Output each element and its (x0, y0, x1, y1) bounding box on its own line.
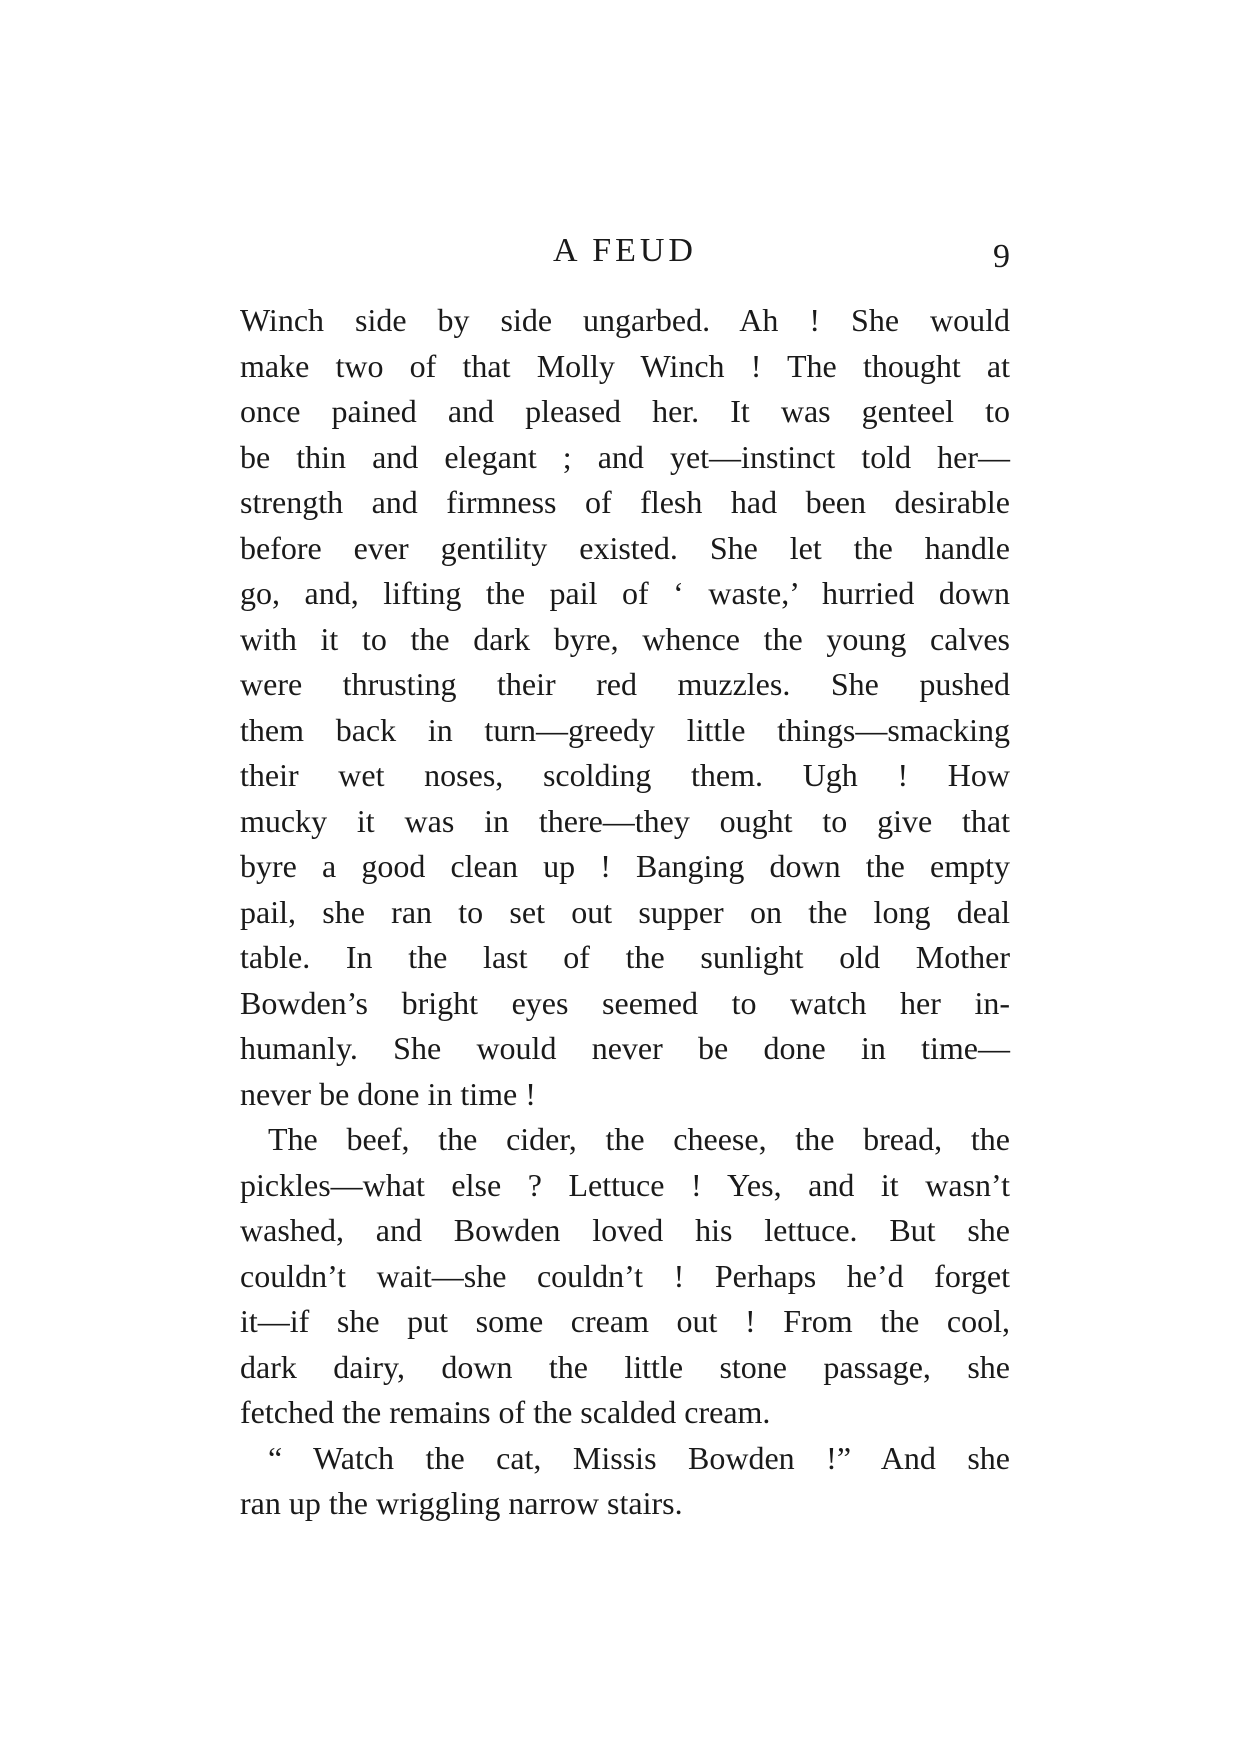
running-title: A FEUD (553, 232, 697, 269)
text-line: pail, she ran to set out supper on the long deal (240, 893, 1010, 930)
text-line: go, and, lifting the pail of ‘ waste,’ hurried down (240, 575, 1010, 611)
page-number: 9 (993, 238, 1010, 275)
body-text (240, 298, 1010, 1527)
text-line: table. In the last of the sunlight old Mother (240, 939, 1010, 975)
text-line: before ever gentility existed. She let the handle (240, 529, 1010, 566)
text-line: it—if she put some cream out ! From the cool, (240, 1303, 1010, 1339)
text-line: never be done in time ! (240, 1075, 536, 1112)
text-line: once pained and pleased her. It was genteel to (240, 393, 1010, 429)
text-line: byre a good clean up ! Banging down the empty (240, 848, 1010, 884)
text-line: ran up the wriggling narrow stairs. (240, 1485, 683, 1521)
text-line: with it to the dark byre, whence the young calves (240, 620, 1010, 657)
text-line: humanly. She would never be done in time— (240, 1030, 1010, 1066)
text-line: dark dairy, down the little stone passage, she (240, 1348, 1010, 1385)
paragraph-1 (240, 298, 1010, 1117)
paragraph-3 (240, 1436, 1010, 1527)
text-line: were thrusting their red muzzles. She pushed (240, 666, 1010, 702)
text-line: washed, and Bowden loved his lettuce. But she (240, 1212, 1010, 1248)
text-line: strength and firmness of flesh had been desirable (240, 484, 1010, 520)
text-line: fetched the remains of the scalded cream. (240, 1394, 771, 1430)
text-line: their wet noses, scolding them. Ugh ! How (240, 757, 1010, 793)
text-line: The beef, the cider, the cheese, the bread, the (268, 1121, 1010, 1157)
running-head (240, 232, 1010, 282)
text-line: mucky it was in there—they ought to give that (240, 802, 1010, 839)
text-line: pickles—what else ? Lettuce ! Yes, and it wasn’t (240, 1166, 1010, 1203)
text-line: be thin and elegant ; and yet—instinct told her— (240, 438, 1010, 475)
text-line: couldn’t wait—she couldn’t ! Perhaps he’d forget (240, 1257, 1010, 1294)
text-line: them back in turn—greedy little things—smacking (240, 711, 1010, 748)
paragraph-2 (240, 1117, 1010, 1436)
text-line: make two of that Molly Winch ! The thought at (240, 347, 1010, 384)
text-line: Winch side by side ungarbed. Ah ! She would (240, 302, 1010, 338)
text-line: “ Watch the cat, Missis Bowden !” And she (268, 1439, 1010, 1476)
text-line: Bowden’s bright eyes seemed to watch her in- (240, 984, 1010, 1021)
